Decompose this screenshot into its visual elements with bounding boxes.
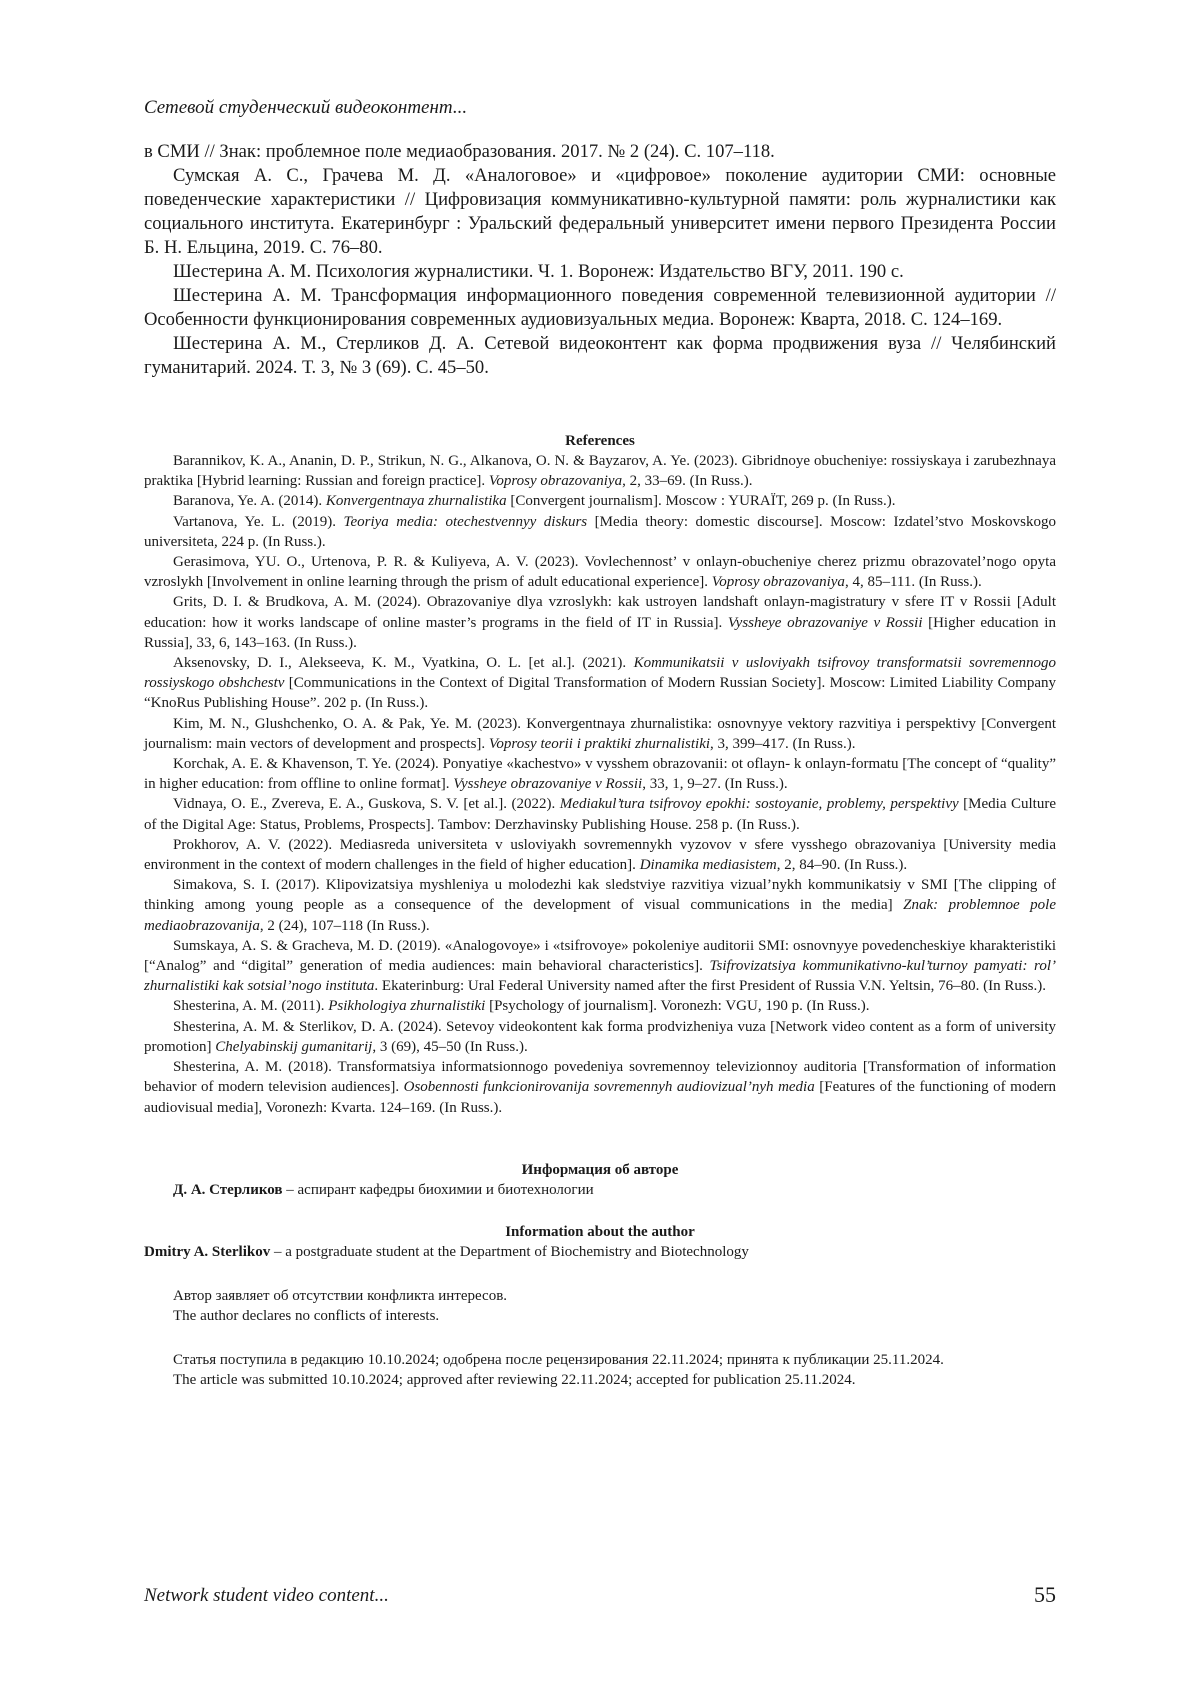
author-info-heading-en: Information about the author	[505, 1224, 695, 1240]
author-position-ru: – аспирант кафедры биохимии и биотехнологии	[282, 1182, 594, 1198]
reference-entry	[144, 653, 1056, 714]
reference-entry	[144, 592, 1056, 653]
reference-source-title: Vyssheye obrazovaniye v Rossii	[727, 614, 923, 631]
author-position-en: – a postgraduate student at the Department of Biochemistry and Biotechnology	[270, 1244, 749, 1260]
reference-text: Sumskaya, A. S. & Gracheva, M. D. (2019). «Analogovoye» i «tsifrovoye» pokoleniye auditorii SMI: osnovnyye povedencheskiye kharakteristiki [“Analog” and “digital” generation of media audiences: main behavioral characteristics].	[144, 937, 1056, 975]
reference-text: [Convergent journalism]. Moscow : YURAЇT, 269 p. (In Russ.).	[506, 493, 896, 510]
bibliography-entry: Сумская А. С., Грачева М. Д. «Аналоговое» и «цифровое» поколение аудитории СМИ: основные поведенческие характеристики // Цифровизация коммуникативно-культурной памяти: роль журналистики как социального института. Екатеринбург : Уральский федеральный университет имени первого Президента России Б. Н. Ельцина, 2019. С. 76–80.	[144, 165, 1056, 258]
reference-source-title: Tsifrovizatsiya kommunikativno-kul’turnoy pamyati: rol’ zhurnalistiki kak sotsial’nogo instituta	[144, 958, 1056, 995]
reference-source-title: Znak: problemnoe pole mediaobrazovanija	[144, 897, 1056, 934]
reference-entry	[144, 714, 1056, 754]
reference-entry	[144, 1017, 1056, 1057]
article-dates-en: The article was submitted 10.10.2024; approved after reviewing 22.11.2024; accepted for publication 25.11.2024.	[173, 1372, 856, 1388]
reference-text: , 2 (24), 107–118 (In Russ.).	[259, 917, 430, 934]
bibliography-list	[144, 140, 1056, 380]
reference-text: . Ekaterinburg: Ural Federal University named after the first President of Russia V.N. Yeltsin, 76–80. (In Russ.).	[374, 978, 1046, 995]
author-name-en: Dmitry A. Sterlikov	[144, 1244, 271, 1260]
author-info-heading-ru: Информация об авторе	[521, 1162, 679, 1178]
reference-entry	[144, 835, 1056, 875]
bibliography-entry: Шестерина А. М., Стерликов Д. А. Сетевой видеоконтент как форма продвижения вуза // Челябинский гуманитарий. 2024. Т. 3, № 3 (69). С. 45–50.	[144, 333, 1056, 378]
reference-source-title: Psikhologiya zhurnalistiki	[328, 998, 486, 1015]
references-section	[144, 431, 1056, 1118]
reference-text: , 2, 33–69. (In Russ.).	[622, 473, 753, 490]
reference-text: Vartanova, Ye. L. (2019).	[173, 513, 344, 530]
reference-text: , 3, 399–417. (In Russ.).	[710, 735, 856, 752]
reference-text: [Psychology of journalism]. Voronezh: VGU, 190 p. (In Russ.).	[485, 998, 870, 1015]
reference-entry	[144, 552, 1056, 592]
reference-text: Vidnaya, O. E., Zvereva, E. A., Guskova, S. V. [et al.]. (2022).	[173, 796, 560, 813]
reference-source-title: Kommunikatsii v usloviyakh tsifrovoy transformatsii sovremennogo rossiyskogo obshchestv	[144, 655, 1056, 692]
reference-text: Grits, D. I. & Brudkova, A. M. (2024). Obrazovaniye dlya vzroslykh: kak ustroyen landshaft onlayn-magistratury v sfere IT v Rossii [Adult education: how it works landscape of online master’s programs in the field of IT in Russia].	[144, 594, 1056, 631]
reference-entry	[144, 491, 1056, 511]
reference-text: , 33, 1, 9–27. (In Russ.).	[642, 776, 788, 793]
reference-source-title: Voprosy teorii i praktiki zhurnalistiki	[488, 735, 711, 752]
author-info-en	[144, 1242, 1056, 1262]
bibliography-entry: Шестерина А. М. Трансформация информационного поведения современной телевизионной аудитории // Особенности функционирования современных аудиовизуальных медиа. Воронеж: Кварта, 2018. С. 124–169.	[144, 285, 1056, 330]
reference-text: Gerasimova, YU. O., Urtenova, P. R. & Kuliyeva, A. V. (2023). Vovlechennost’ v onlayn-obucheniye cherez prizmu obrazovatel’nogo opyta vzroslykh [Involvement in online learning through the prism of adult educational experience].	[144, 554, 1056, 591]
reference-text: Simakova, S. I. (2017). Klipovizatsiya myshleniya u molodezhi kak sledstviye razvitiya vizual’nykh kommunikatsiy v SMI [The clipping of thinking among young people as a consequence of the development of visual communications in the media]	[144, 877, 1056, 914]
reference-entry	[144, 996, 1056, 1016]
reference-text: [Media theory: domestic discourse]. Moscow: Izdatel’stvo Moskovskogo universiteta, 224 p. (In Russ.).	[144, 513, 1056, 550]
running-header-title: Сетевой студенческий видеоконтент...	[144, 97, 468, 118]
references-heading: References	[565, 433, 635, 449]
reference-text: Baranova, Ye. A. (2014).	[173, 493, 326, 510]
conflict-statement-ru: Автор заявляет об отсутствии конфликта интересов.	[173, 1288, 508, 1304]
reference-source-title: Voprosy obrazovaniya	[488, 473, 623, 490]
reference-text: Shesterina, A. M. (2011).	[173, 998, 329, 1015]
reference-entry	[144, 754, 1056, 794]
reference-source-title: Vyssheye obrazovaniye v Rossii	[453, 776, 643, 793]
reference-text: Barannikov, K. A., Ananin, D. P., Strikun, N. G., Alkanova, O. N. & Bayzarov, A. Ye. (2023). Gibridnoye obucheniye: rossiyskaya i zarubezhnaya praktika [Hybrid learning: Russian and foreign practice].	[144, 453, 1056, 490]
reference-text: , 4, 85–111. (In Russ.).	[844, 574, 982, 591]
reference-text: [Media Culture of the Digital Age: Status, Problems, Prospects]. Tambov: Derzhavinsky Publishing House. 258 p. (In Russ.).	[144, 796, 1056, 833]
reference-entry	[144, 451, 1056, 491]
reference-text: Kim, M. N., Glushchenko, O. A. & Pak, Ye. M. (2023). Konvergentnaya zhurnalistika: osnovnyye vektory razvitiya i perspektivy [Convergent journalism: main vectors of development and prospects].	[144, 715, 1056, 752]
reference-source-title: Konvergentnaya zhurnalistika	[325, 493, 507, 510]
reference-entry	[144, 1057, 1056, 1118]
reference-source-title: Osobennosti funkcionirovanija sovremennyh audiovizual’nyh media	[403, 1079, 815, 1096]
reference-entry	[144, 512, 1056, 552]
bibliography-entry: Шестерина А. М. Психология журналистики. Ч. 1. Воронеж: Издательство ВГУ, 2011. 190 с.	[173, 261, 904, 282]
reference-text: Korchak, A. E. & Khavenson, T. Ye. (2024). Ponyatiye «kachestvo» v vysshem obrazovanii: ot oflayn- k onlayn-formatu [The concept of “quality” in higher education: from offline to online format].	[144, 756, 1056, 793]
reference-source-title: Teoriya media: otechestvennyy diskurs	[343, 513, 588, 530]
references-list	[144, 451, 1056, 1118]
reference-text: [Higher education in Russia], 33, 6, 143–163. (In Russ.).	[144, 614, 1056, 651]
reference-text: [Communications in the Context of Digital Transformation of Modern Russian Society]. Moscow: Limited Liability Company “KnoRus Publishing House”. 202 p. (In Russ.).	[144, 675, 1056, 712]
reference-text: Shesterina, A. M. & Sterlikov, D. A. (2024). Setevoy videokontent kak forma prodvizheniya vuza [Network video content as a form of university promotion]	[144, 1018, 1056, 1055]
reference-source-title: Voprosy obrazovaniya	[711, 574, 845, 591]
reference-text: Prokhorov, A. V. (2022). Mediasreda universiteta v usloviyakh sovremennykh vyzovov v sfere vysshego obrazovaniya [University media environment in the context of modern challenges in the field of higher education].	[144, 836, 1056, 874]
reference-text: , 2, 84–90. (In Russ.).	[776, 857, 908, 874]
reference-source-title: Dinamika mediasistem	[639, 857, 777, 874]
reference-entry	[144, 875, 1056, 936]
reference-entry	[144, 936, 1056, 997]
page-number: 55	[1034, 1582, 1056, 1607]
reference-entry	[144, 794, 1056, 834]
reference-source-title: Mediakul’tura tsifrovoy epokhi: sostoyanie, problemy, perspektivy	[559, 796, 959, 813]
author-name-ru: Д. А. Стерликов	[173, 1182, 283, 1198]
author-info-ru	[144, 1180, 1056, 1200]
bibliography-entry: в СМИ // Знак: проблемное поле медиаобразования. 2017. № 2 (24). С. 107–118.	[144, 141, 775, 162]
reference-text: Shesterina, A. M. (2018). Transformatsiya informatsionnogo povedeniya sovremennoy televizionnoy auditoria [Transformation of information behavior of modern television audiences].	[144, 1059, 1056, 1096]
reference-source-title: Chelyabinskij gumanitarij	[215, 1038, 373, 1055]
article-dates-ru: Статья поступила в редакцию 10.10.2024; одобрена после рецензирования 22.11.2024; принята к публикации 25.11.2024.	[173, 1352, 944, 1368]
reference-text: [Features of the functioning of modern audiovisual media], Voronezh: Kvarta. 124–169. (In Russ.).	[144, 1079, 1056, 1116]
reference-text: , 3 (69), 45–50 (In Russ.).	[372, 1038, 528, 1055]
author-info-section	[144, 1160, 1056, 1390]
reference-text: Aksenovsky, D. I., Alekseeva, K. M., Vyatkina, O. L. [et al.]. (2021).	[173, 655, 634, 672]
conflict-statement-en: The author declares no conflicts of interests.	[173, 1308, 440, 1324]
running-footer-title: Network student video content...	[144, 1585, 389, 1606]
